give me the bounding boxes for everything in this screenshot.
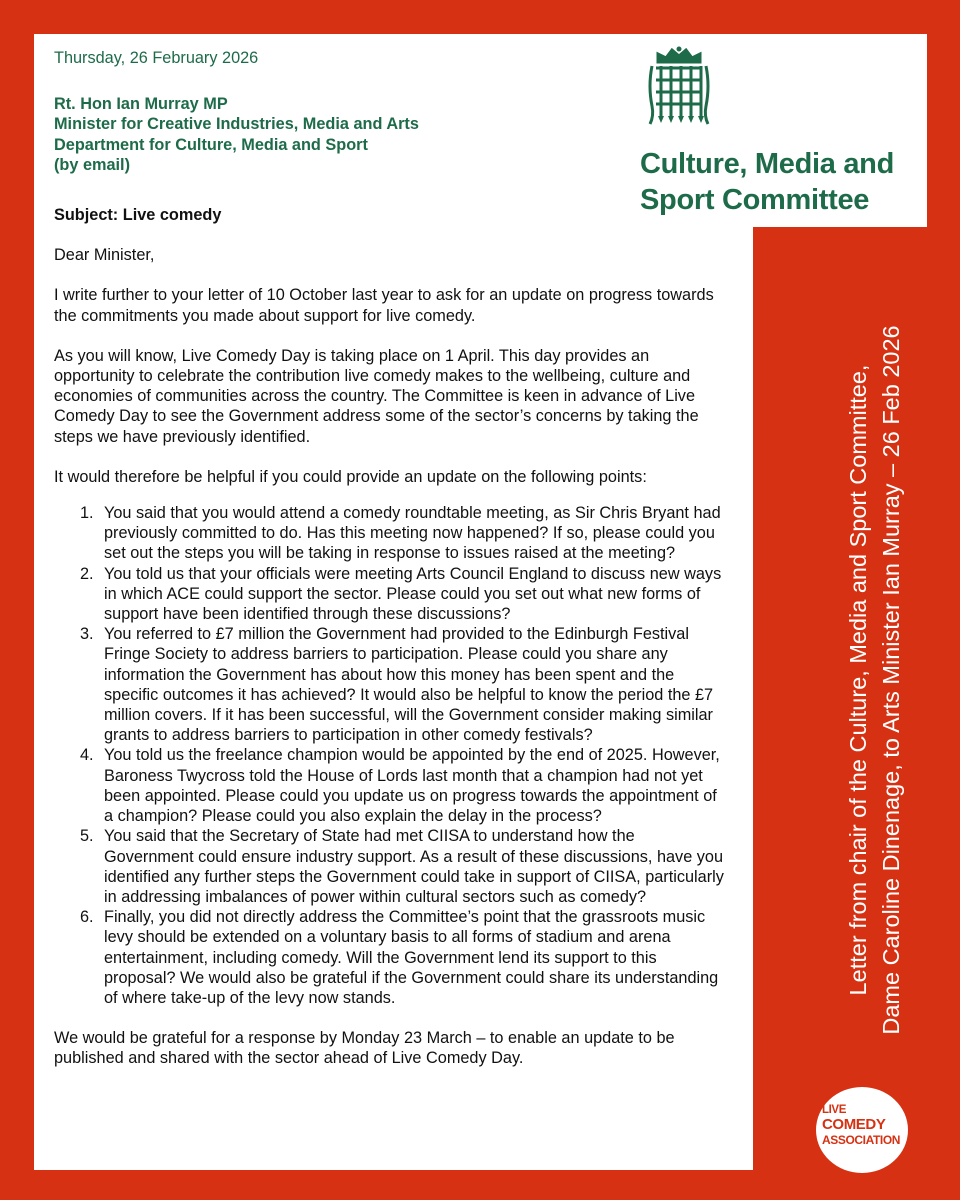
badge-line2: COMEDY <box>822 1116 886 1133</box>
committee-name-line2: Sport Committee <box>640 184 870 216</box>
list-item <box>54 907 724 1008</box>
list-item <box>54 564 724 625</box>
list-item-text: You told us the freelance champion would be appointed by the end of 2025. However, Baroness Twycross told the House of Lords last month that a champion had not yet been appointed. Please could you update us on progress towards the appointment of a champion? Please could you also explain the delay in the process? <box>104 746 720 826</box>
list-item <box>54 745 724 826</box>
list-item <box>54 826 724 907</box>
vertical-caption-line2: Dame Caroline Dinenage, to Arts Minister Ian Murray – 26 Feb 2026 <box>878 325 904 1035</box>
list-item-number: 6. <box>80 908 94 927</box>
badge-line1: LIVE <box>822 1104 846 1116</box>
live-comedy-association-logo <box>816 1087 908 1173</box>
vertical-caption-line1: Letter from chair of the Culture, Media and Sport Committee, <box>845 364 871 996</box>
points-list <box>54 503 724 1008</box>
letter-subject-text: Subject: Live comedy <box>54 206 222 225</box>
list-item <box>54 624 724 745</box>
recipient-block <box>54 94 724 175</box>
committee-name-line1: Culture, Media and <box>640 148 895 180</box>
letter-date: Thursday, 26 February 2026 <box>54 49 259 67</box>
list-item-number: 2. <box>80 564 94 583</box>
badge-line3: ASSOCIATION <box>822 1133 901 1147</box>
recipient-title: Minister for Creative Industries, Media and Arts <box>54 115 419 134</box>
list-item-number: 5. <box>80 827 94 846</box>
list-item-text: You told us that your officials were meeting Arts Council England to discuss new ways in which ACE could support the sector. Please could you set out what new forms of support have been identified through these discussions? <box>104 564 722 624</box>
letter-subject <box>54 205 724 225</box>
list-item-text: You said that the Secretary of State had met CIISA to understand how the Government could ensure industry support. As a result of these discussions, have you identified any further steps the Government could take in support of CIISA, particularly in addressing imbalances of power within cultural sectors such as comedy? <box>104 827 724 906</box>
salutation: Dear Minister, <box>54 246 155 265</box>
paragraph-live-comedy-day: As you will know, Live Comedy Day is taking place on 1 April. This day provides an opportunity to celebrate the contribution live comedy makes to the wellbeing, culture and economies of communities across the country. The Committee is keen in advance of Live Comedy Day to see the Government address some of the sector’s concerns by taking the steps we have previously identified. <box>54 346 699 446</box>
recipient-name: Rt. Hon Ian Murray MP <box>54 95 228 114</box>
vertical-caption <box>842 280 908 1080</box>
letter-body <box>54 48 724 1069</box>
list-item-text: You said that you would attend a comedy roundtable meeting, as Sir Chris Bryant had previously committed to do. Has this meeting now happened? If so, please could you set out the steps you will be taking in response to issues raised at the meeting? <box>104 504 721 563</box>
list-item-text: Finally, you did not directly address the Committee’s point that the grassroots music levy should be extended on a voluntary basis to all forms of stadium and arena entertainment, including comedy. Will the Government lend its support to this proposal? We would also be grateful if the Government could share its understanding of where take-up of the levy now stands. <box>104 908 719 1007</box>
list-item-number: 3. <box>80 625 94 644</box>
closing-paragraph: We would be grateful for a response by Monday 23 March – to enable an update to be published and shared with the sector ahead of Live Comedy Day. <box>54 1029 675 1068</box>
paragraph-request: It would therefore be helpful if you could provide an update on the following points: <box>54 467 647 486</box>
list-item-text: You referred to £7 million the Government had provided to the Edinburgh Festival Fringe Society to address barriers to participation. Please could you share any information the Government has about how this money has been spent and the specific outcomes it has achieved? It would also be helpful to know the period the £7 million covers. If it has been successful, will the Government consider making similar grants to address barriers to participation in other comedy festivals? <box>104 625 714 745</box>
recipient-delivery: (by email) <box>54 155 131 174</box>
list-item <box>54 503 724 564</box>
list-item-number: 1. <box>80 504 94 523</box>
paragraph-intro: I write further to your letter of 10 October last year to ask for an update on progress towards the commitments you made about support for live comedy. <box>54 286 714 325</box>
list-item-number: 4. <box>80 746 94 765</box>
recipient-department: Department for Culture, Media and Sport <box>54 135 368 154</box>
